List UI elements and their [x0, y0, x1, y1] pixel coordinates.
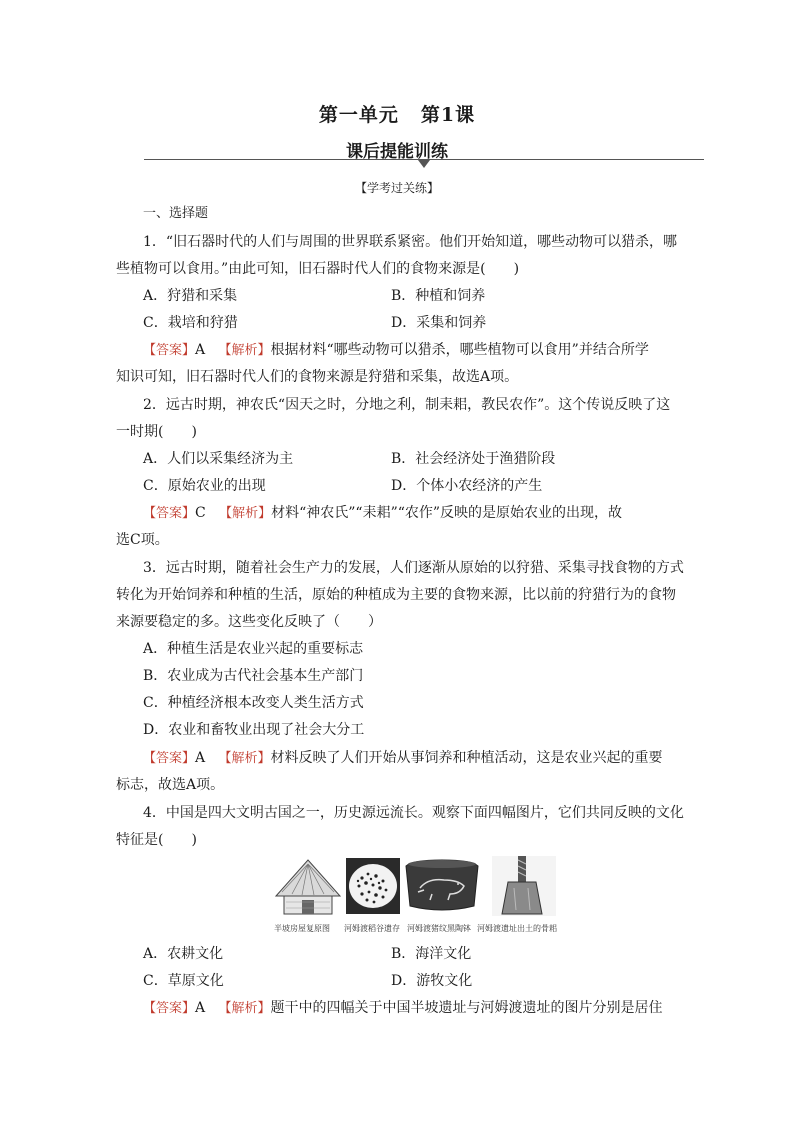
hut-reconstruction-image	[276, 860, 340, 914]
q2-stem-line-2: 一时期( )	[116, 424, 197, 440]
q4-option-a: A．农耕文化	[143, 946, 224, 962]
q3-option-b: B．农业成为古代社会基本生产部门	[143, 668, 364, 684]
bone-spade-image	[492, 856, 556, 916]
analysis-tag: 【解析】	[218, 751, 271, 766]
pig-pottery-bowl-image	[406, 860, 478, 910]
answer-tag: 【答案】	[143, 1001, 196, 1016]
lesson-title: 第1课	[420, 104, 476, 126]
q4-answer-line	[143, 1001, 663, 1016]
q3-answer-line	[143, 751, 663, 766]
q1-option-a: A．狩猎和采集	[143, 288, 238, 304]
analysis-tag: 【解析】	[218, 1001, 271, 1016]
q2-option-d: D．个体小农经济的产生	[391, 478, 543, 494]
answer-value: A	[195, 750, 206, 766]
divider-triangle-icon	[418, 160, 430, 168]
part-heading: 一、选择题	[143, 206, 209, 221]
q2-stem-line-1: 2．远古时期，神农氏“因天之时，分地之利，制耒耜，教民农作”。这个传说反映了这	[143, 397, 671, 413]
unit-title: 第一单元	[318, 104, 399, 126]
caption-rice: 河姆渡稻谷遗存	[344, 924, 400, 933]
q3-analysis-line-2: 标志，故选A项。	[116, 777, 225, 793]
q4-option-c: C．草原文化	[143, 973, 224, 989]
answer-value: C	[195, 505, 206, 521]
q3-option-a: A．种植生活是农业兴起的重要标志	[143, 641, 364, 657]
answer-tag: 【答案】	[143, 343, 196, 358]
q1-option-c: C．栽培和狩猎	[143, 315, 238, 331]
artifact-figure	[272, 852, 560, 936]
q1-option-b: B．种植和饲养	[391, 288, 486, 304]
q4-stem-line-2: 特征是( )	[116, 832, 197, 848]
analysis-tag: 【解析】	[218, 343, 271, 358]
answer-tag: 【答案】	[143, 506, 196, 521]
rice-remains-image	[346, 858, 400, 914]
q1-answer-line	[143, 343, 649, 358]
q2-option-a: A．人们以采集经济为主	[143, 451, 294, 467]
analysis-text: 根据材料“哪些动物可以猎杀，哪些植物可以食用”并结合所学	[270, 342, 649, 358]
analysis-tag: 【解析】	[219, 506, 272, 521]
q2-option-b: B．社会经济处于渔猎阶段	[391, 451, 556, 467]
artifact-images	[272, 852, 560, 922]
answer-tag: 【答案】	[143, 751, 196, 766]
answer-value: A	[195, 1000, 206, 1016]
q1-stem-line-1: 1．“旧石器时代的人们与周围的世界联系紧密。他们开始知道，哪些动物可以猎杀，哪	[143, 234, 678, 250]
q3-stem-line-3: 来源要稳定的多。这些变化反映了（ ）	[116, 614, 382, 630]
q3-option-d: D．农业和畜牧业出现了社会大分工	[143, 722, 365, 738]
q2-option-c: C．原始农业的出现	[143, 478, 266, 494]
answer-value: A	[195, 342, 206, 358]
q4-option-d: D．游牧文化	[391, 973, 473, 989]
caption-pig-bowl: 河姆渡猪纹黑陶钵	[407, 924, 471, 933]
page-title	[0, 100, 794, 127]
caption-bone-spade: 河姆渡遗址出土的骨耜	[477, 924, 557, 933]
q3-stem-line-1: 3．远古时期，随着社会生产力的发展，人们逐渐从原始的以狩猎、采集寻找食物的方式	[143, 560, 684, 576]
q1-analysis-line-2: 知识可知，旧石器时代人们的食物来源是狩猎和采集，故选A项。	[116, 369, 519, 385]
q4-stem-line-1: 4．中国是四大文明古国之一，历史源远流长。观察下面四幅图片，它们共同反映的文化	[143, 805, 684, 821]
q2-answer-line	[143, 506, 622, 521]
section-label: 【学考过关练】	[354, 181, 439, 195]
q1-option-d: D．采集和饲养	[391, 315, 487, 331]
analysis-text: 材料“神农氏”“耒耜”“农作”反映的是原始农业的出现，故	[271, 505, 623, 521]
q3-option-c: C．种植经济根本改变人类生活方式	[143, 695, 364, 711]
q2-analysis-line-2: 选C项。	[116, 532, 169, 548]
caption-hut: 半坡房屋复原图	[274, 924, 330, 933]
page-subtitle: 课后提能训练	[346, 142, 448, 162]
analysis-text: 材料反映了人们开始从事饲养和种植活动，这是农业兴起的重要	[270, 750, 663, 766]
q1-stem-line-2: 些植物可以食用。”由此可知，旧石器时代人们的食物来源是( )	[116, 261, 520, 277]
q4-option-b: B．海洋文化	[391, 946, 472, 962]
analysis-text: 题干中的四幅关于中国半坡遗址与河姆渡遗址的图片分别是居住	[270, 1000, 663, 1016]
q3-stem-line-2: 转化为开始饲养和种植的生活，原始的种植成为主要的食物来源，比以前的狩猎行为的食物	[116, 587, 676, 603]
